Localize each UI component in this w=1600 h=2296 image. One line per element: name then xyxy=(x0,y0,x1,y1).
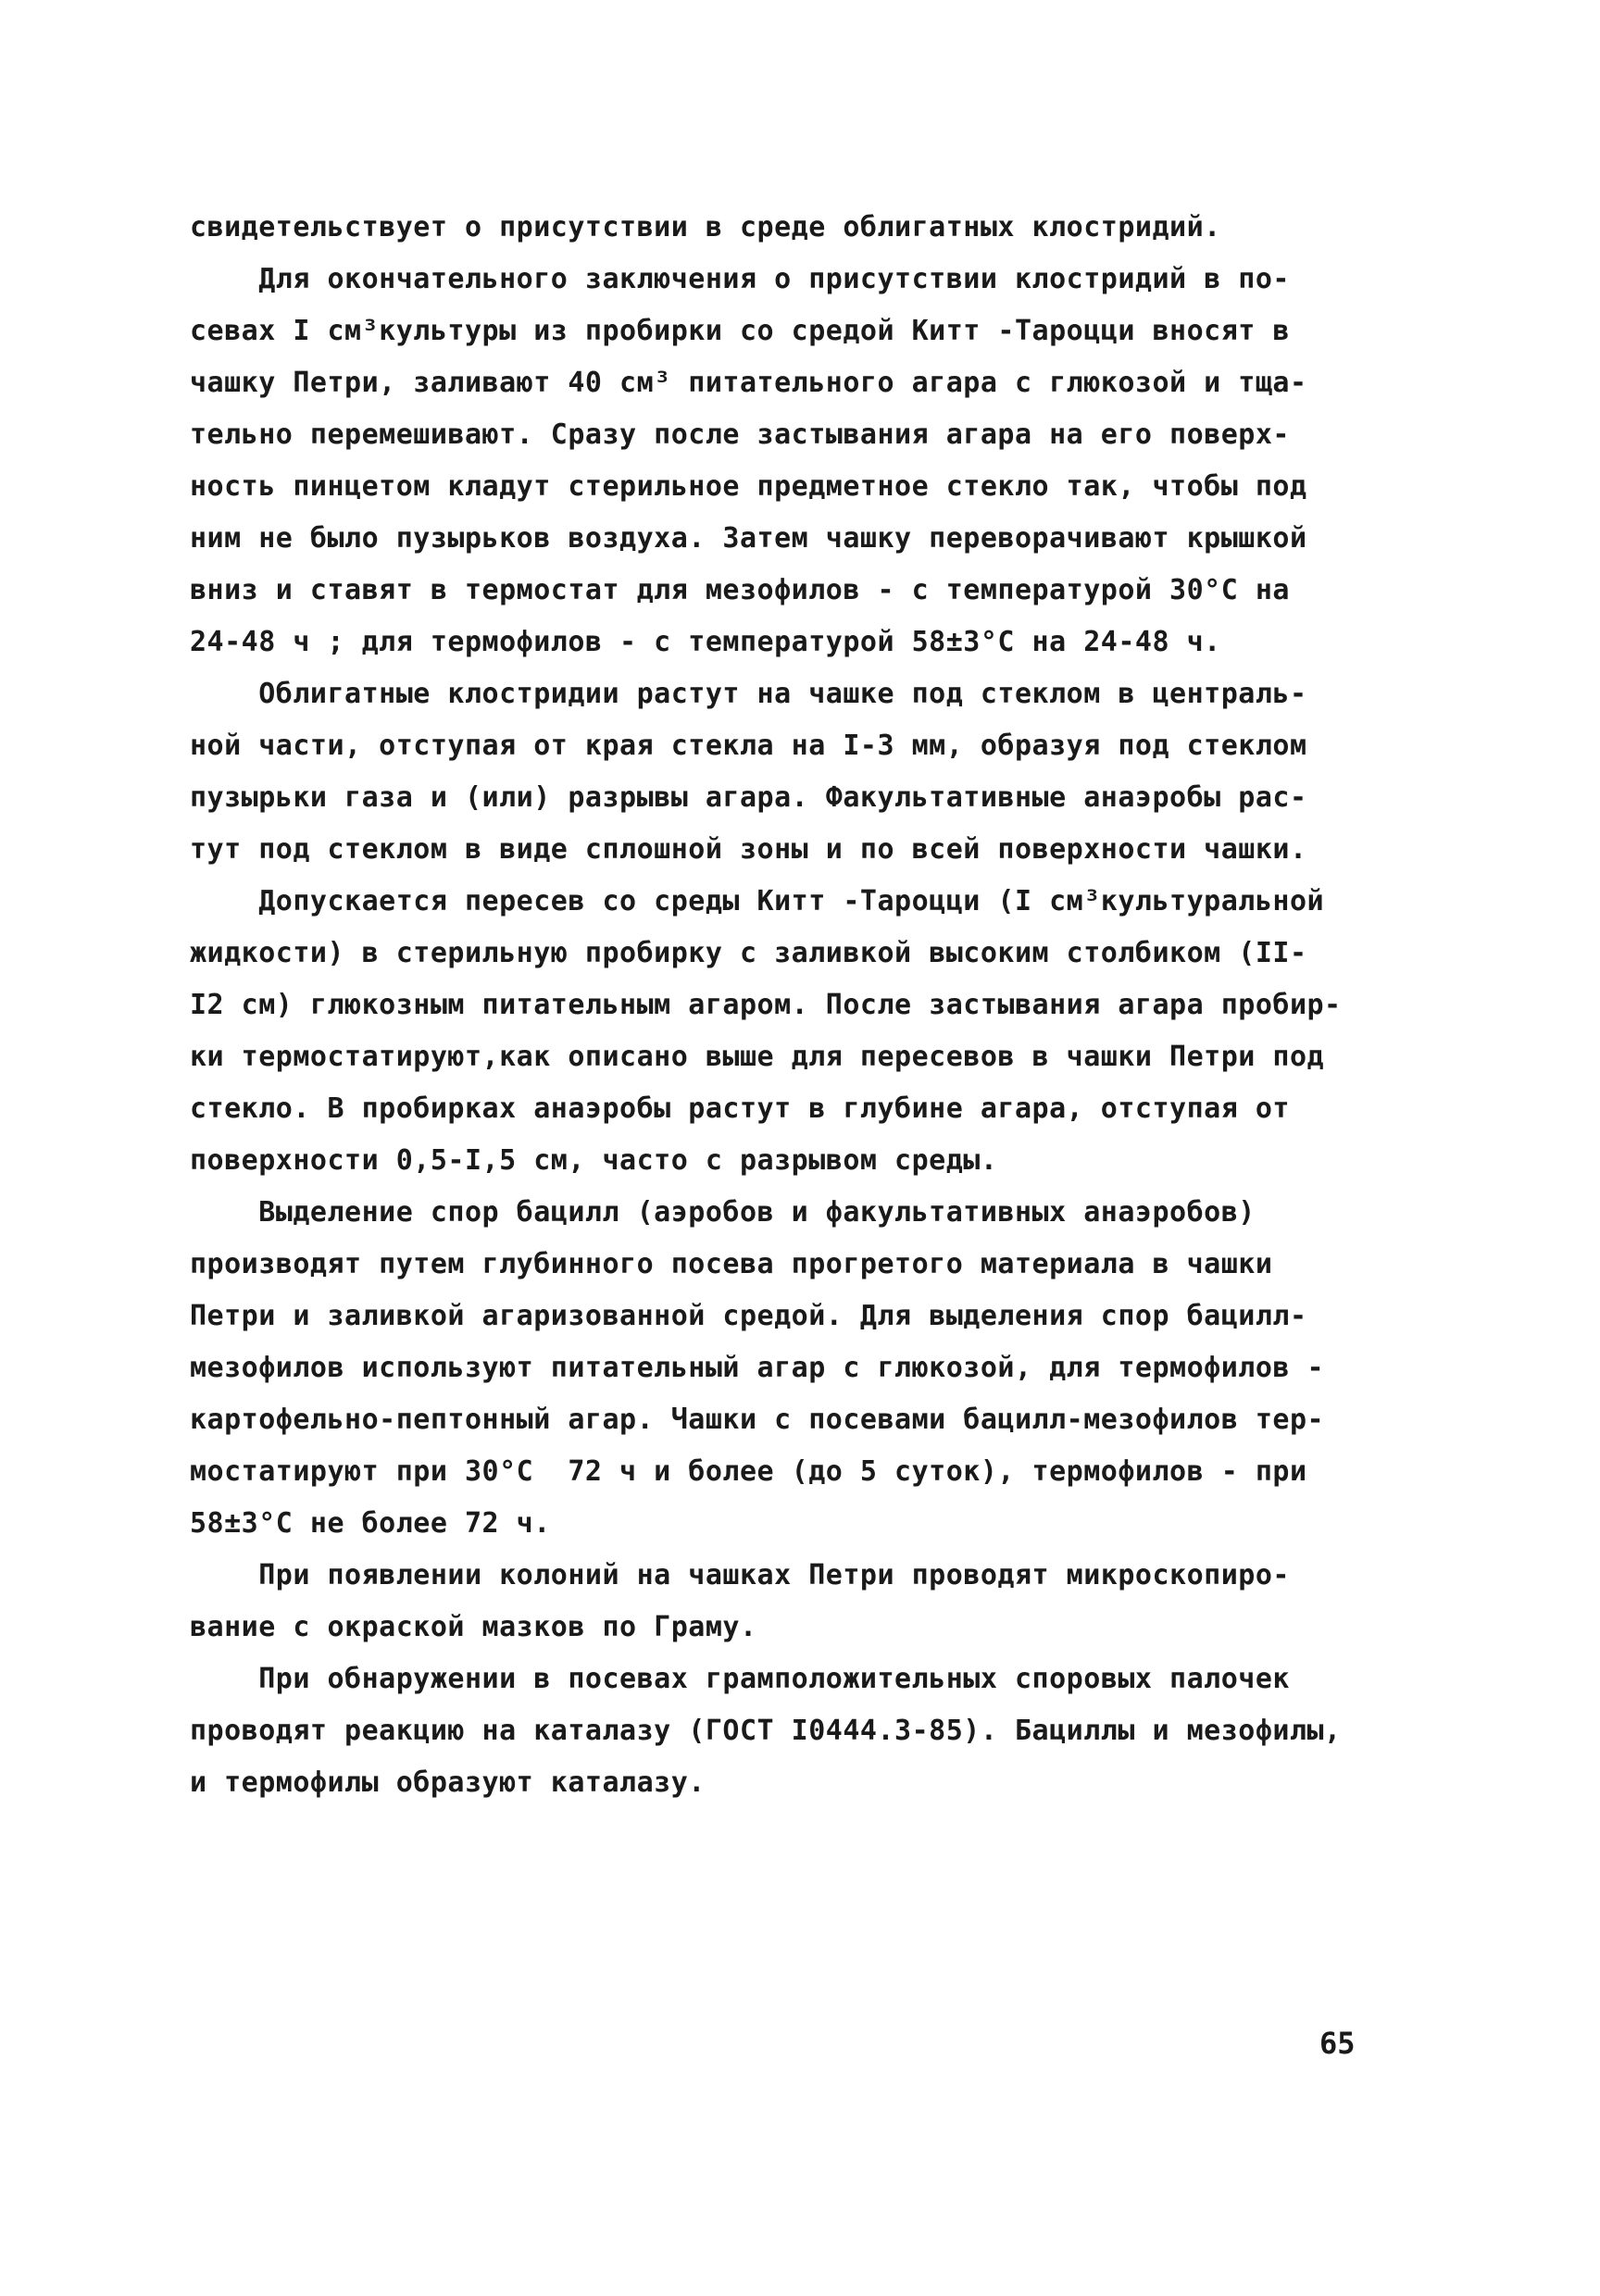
text-line: I2 см) глюкозным питательным агаром. После застывания агара пробир- xyxy=(190,989,1342,1021)
text-line: При обнаружении в посевах грамположительных споровых палочек xyxy=(190,1663,1290,1695)
text-line: тут под стеклом в виде сплошной зоны и по всей поверхности чашки. xyxy=(190,833,1307,866)
text-line: жидкости) в стерильную пробирку с заливкой высоким столбиком (II- xyxy=(190,937,1307,969)
text-line: поверхности 0,5-I,5 см, часто с разрывом среды. xyxy=(190,1144,998,1177)
text-line: свидетельствует о присутствии в среде облигатных клостридий. xyxy=(190,211,1221,243)
text-line: ним не было пузырьков воздуха. Затем чашку переворачивают крышкой xyxy=(190,522,1307,555)
text-line: производят путем глубинного посева прогретого материала в чашки xyxy=(190,1248,1273,1280)
text-line: стекло. В пробирках анаэробы растут в глубине агара, отступая от xyxy=(190,1092,1290,1125)
text-line: проводят реакцию на каталазу (ГОСТ I0444.3-85). Бациллы и мезофилы, xyxy=(190,1715,1342,1747)
text-line: вниз и ставят в термостат для мезофилов - с температурой 30°С на xyxy=(190,574,1290,606)
text-line: При появлении колоний на чашках Петри проводят микроскопиро- xyxy=(190,1559,1290,1591)
page-number: 65 xyxy=(1319,2026,1356,2061)
text-line: Допускается пересев со среды Китт -Тароцци (I см³культуральной xyxy=(190,885,1325,917)
text-line: Выделение спор бацилл (аэробов и факультативных анаэробов) xyxy=(190,1196,1256,1229)
text-line: вание с окраской мазков по Граму. xyxy=(190,1611,757,1643)
text-line: тельно перемешивают. Сразу после застывания агара на его поверх- xyxy=(190,418,1290,451)
body-text xyxy=(190,202,1426,1809)
text-line: ность пинцетом кладут стерильное предметное стекло так, чтобы под xyxy=(190,470,1307,503)
text-line: картофельно-пептонный агар. Чашки с посевами бацилл-мезофилов тер- xyxy=(190,1404,1325,1436)
text-line: мостатируют при 30°С 72 ч и более (до 5 суток), термофилов - при xyxy=(190,1455,1307,1488)
text-line: севах I см³культуры из пробирки со средой Китт -Тароцци вносят в xyxy=(190,315,1290,347)
text-line: 58±3°С не более 72 ч. xyxy=(190,1507,551,1540)
text-line: чашку Петри, заливают 40 см³ питательного агара с глюкозой и тща- xyxy=(190,367,1307,399)
text-line: и термофилы образуют каталазу. xyxy=(190,1766,706,1799)
text-line: Петри и заливкой агаризованной средой. Для выделения спор бацилл- xyxy=(190,1300,1307,1332)
text-line: ной части, отступая от края стекла на I-3 мм, образуя под стеклом xyxy=(190,730,1307,762)
text-line: 24-48 ч ; для термофилов - с температурой 58±3°С на 24-48 ч. xyxy=(190,626,1221,658)
text-line: Для окончательного заключения о присутствии клостридий в по- xyxy=(190,263,1290,295)
text-line: ки термостатируют,как описано выше для пересевов в чашки Петри под xyxy=(190,1041,1325,1073)
text-line: мезофилов используют питательный агар с глюкозой, для термофилов - xyxy=(190,1352,1325,1384)
text-line: пузырьки газа и (или) разрывы агара. Факультативные анаэробы рас- xyxy=(190,781,1307,814)
text-line: Облигатные клостридии растут на чашке под стеклом в централь- xyxy=(190,678,1307,710)
